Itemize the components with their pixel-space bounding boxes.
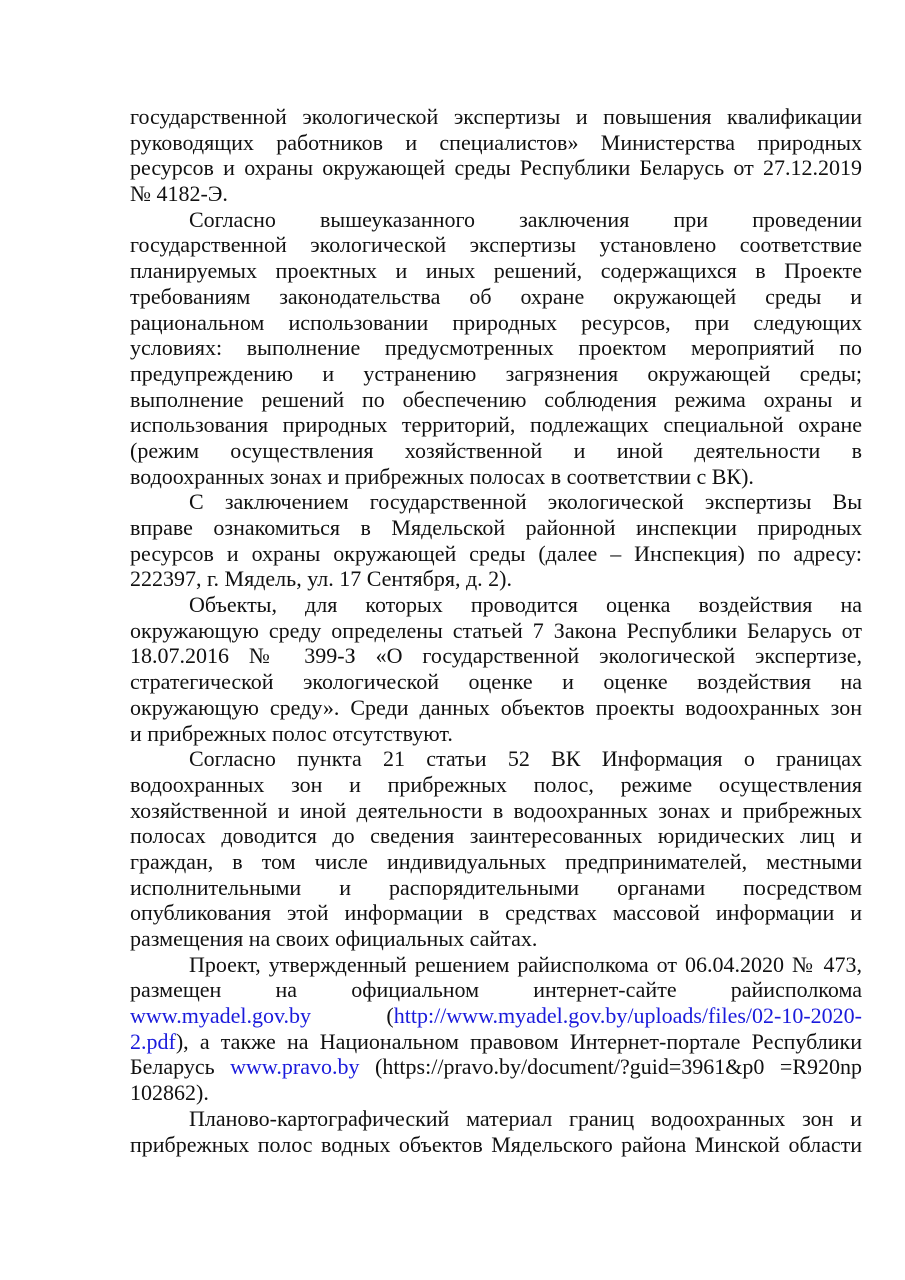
hyperlink[interactable]: www.pravo.by (230, 1054, 360, 1080)
text-line: и прибрежных полос отсутствуют. (130, 720, 453, 746)
text-line: выполнение решений по обеспечению соблюдения режима охраны и (130, 386, 862, 412)
text-line (130, 1029, 862, 1055)
text-line: государственной экологической экспертизы и повышения квалификации (130, 104, 862, 129)
text-line: хозяйственной и иной деятельности в водоохранных зонах и прибрежных (130, 797, 862, 823)
hyperlink[interactable]: www.myadel.gov.by (130, 1003, 312, 1029)
text-line: вправе ознакомиться в Мядельской районной инспекции природных (130, 515, 862, 540)
text-line: прибрежных полос водных объектов Мядельского района Минской области (130, 1131, 862, 1157)
text-line: Согласно пункта 21 статьи 52 ВК Информация о границах (189, 746, 862, 772)
text-line: полосах доводится до сведения заинтересованных юридических лиц и (130, 823, 862, 849)
text-line: руководящих работников и специалистов» Министерства природных (130, 129, 862, 155)
text-line: окружающую среду». Среди данных объектов проекты водоохранных зон (130, 694, 862, 720)
text-line: требованиям законодательства об охране окружающей среды и (130, 283, 862, 309)
text-line: Согласно вышеуказанного заключения при проведении (189, 206, 862, 232)
text-line: ресурсов и охраны окружающей среды (далее – Инспекция) по адресу: (130, 540, 862, 566)
text-line: окружающую среду определены статьей 7 Закона Республики Беларусь от (130, 617, 862, 643)
text-line: граждан, в том числе индивидуальных предпринимателей, местными (130, 848, 862, 874)
text-segment: ( (386, 1003, 394, 1029)
paragraph (130, 592, 862, 746)
text-line: исполнительными и распорядительными органами посредством (130, 874, 862, 900)
text-line: № 4182-Э. (130, 181, 228, 207)
text-segment: Беларусь (130, 1054, 231, 1080)
text-line (130, 1003, 862, 1029)
text-line: использования природных территорий, подлежащих специальной охране (130, 412, 862, 438)
text-line (130, 1054, 862, 1080)
text-line: предупреждению и устранению загрязнения окружающей среды; (130, 360, 862, 386)
text-line: ресурсов и охраны окружающей среды Республики Беларусь от 27.12.2019 (130, 155, 862, 181)
text-line: условиях: выполнение предусмотренных проектом мероприятий по (130, 335, 862, 361)
text-line: Проект, утвержденный решением райисполкома от 06.04.2020 № 473, (189, 951, 862, 977)
text-line: стратегической экологической оценке и оценке воздействия на (130, 669, 862, 695)
text-line: размещения на своих официальных сайтах. (130, 926, 538, 951)
text-line: водоохранных зон и прибрежных полос, режиме осуществления (130, 771, 862, 797)
paragraph (130, 1106, 862, 1157)
text-line: С заключением государственной экологической экспертизы Вы (189, 489, 862, 515)
text-line: государственной экологической экспертизы установлено соответствие (130, 232, 862, 258)
text-line: планируемых проектных и иных решений, содержащихся в Проекте (130, 258, 862, 284)
text-line: 222397, г. Мядель, ул. 17 Сентября, д. 2). (130, 566, 512, 592)
text-segment (311, 1003, 386, 1028)
hyperlink[interactable]: http://www.myadel.gov.by/uploads/files/02-10-2020- (393, 1003, 862, 1029)
text-line: рациональном использовании природных ресурсов, при следующих (130, 309, 862, 335)
text-line: (режим осуществления хозяйственной и иной деятельности в (130, 437, 862, 463)
text-line: размещен на официальном интернет-сайте райисполкома (130, 977, 862, 1003)
document-page (130, 104, 862, 1157)
paragraph (130, 489, 862, 592)
text-line: 102862). (130, 1080, 209, 1106)
paragraph (130, 952, 862, 1106)
text-segment: (https://pravo.by/document/?guid=3961&p0 =R920np (359, 1054, 862, 1080)
hyperlink[interactable]: 2.pdf (130, 1028, 176, 1054)
text-line: водоохранных зонах и прибрежных полосах в соответствии с ВК). (130, 463, 754, 489)
paragraph (130, 104, 862, 207)
text-line: Планово-картографический материал границ водоохранных зон и (189, 1105, 862, 1131)
paragraph (130, 746, 862, 952)
text-line: 18.07.2016 № 399-З «О государственной экологической экспертизе, (130, 643, 862, 669)
text-line: Объекты, для которых проводится оценка воздействия на (189, 592, 862, 618)
paragraph (130, 207, 862, 490)
text-segment: ), а также на Национальном правовом Интернет-портале Республики (175, 1028, 862, 1054)
text-line: опубликования этой информации в средствах массовой информации и (130, 900, 862, 926)
